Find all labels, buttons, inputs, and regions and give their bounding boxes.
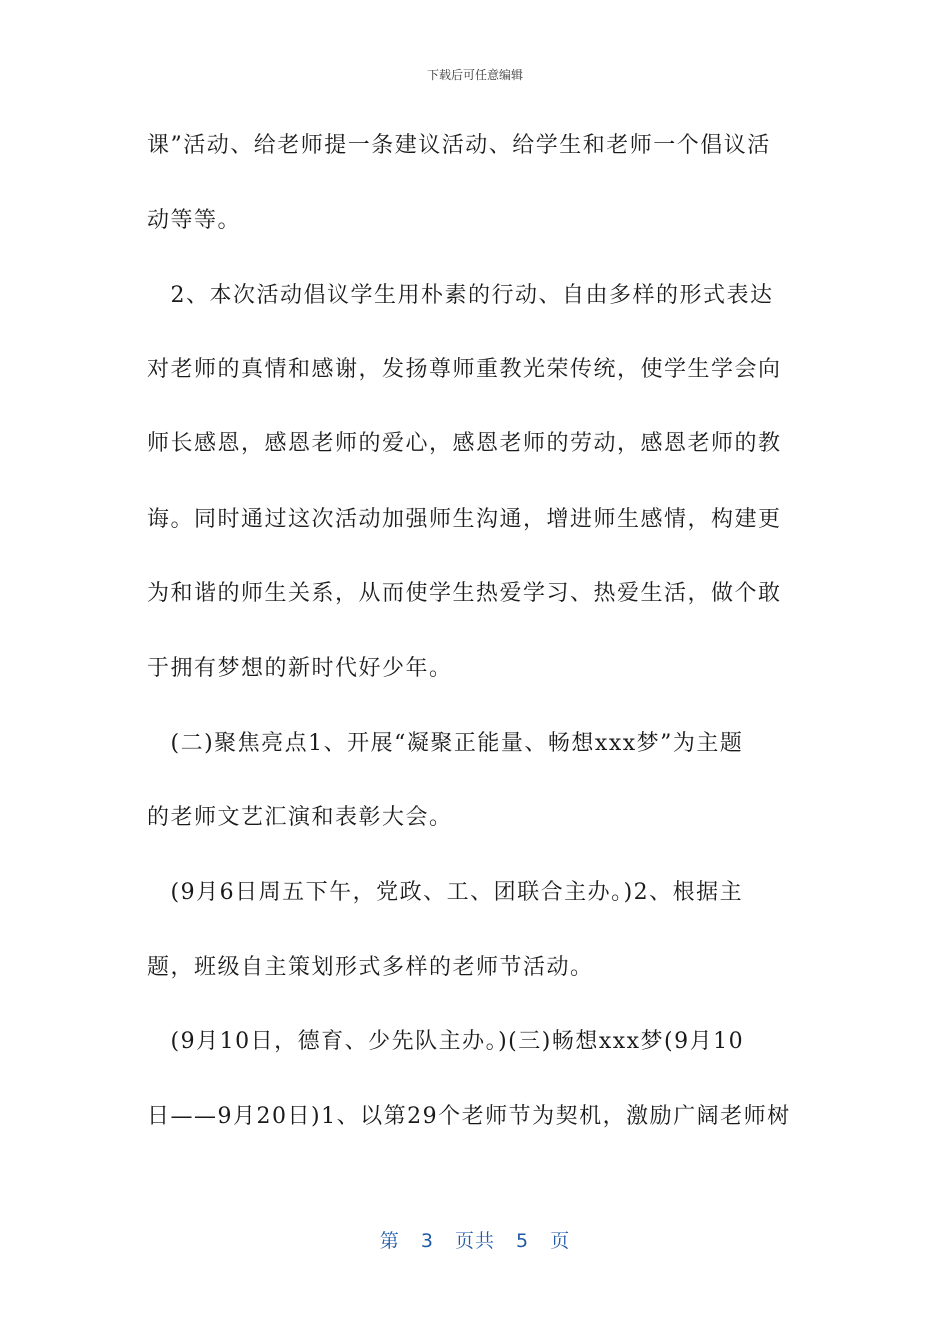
body-text-line: 动等等。	[147, 208, 242, 233]
total-pages: 5	[516, 1230, 530, 1252]
body-text-line: 课”活动、给老师提一条建议活动、给学生和老师一个倡议活	[147, 133, 771, 158]
page-number: 3	[420, 1230, 434, 1252]
body-text-line: 诲。同时通过这次活动加强师生沟通，增进师生感情，构建更	[147, 507, 782, 532]
body-text-line: (二)聚焦亮点1、开展“凝聚正能量、畅想xxx梦”为主题	[147, 731, 744, 756]
body-text-line: 师长感恩，感恩老师的爱心，感恩老师的劳动，感恩老师的教	[147, 431, 782, 456]
page-header: 下载后可任意编辑	[426, 68, 523, 82]
body-text-line: (9月10日，德育、少先队主办。)(三)畅想xxx梦(9月10	[147, 1029, 745, 1054]
body-text-line: 日——9月20日)1、以第29个老师节为契机，激励广阔老师树	[147, 1104, 791, 1129]
body-text-line: (9月6日周五下午，党政、工、团联合主办。)2、根据主	[147, 880, 744, 905]
body-text-line: 的老师文艺汇演和表彰大会。	[147, 805, 453, 830]
footer-middle: 页共	[454, 1230, 495, 1252]
footer-prefix: 第	[379, 1230, 400, 1252]
body-text-line: 为和谐的师生关系，从而使学生热爱学习、热爱生活，做个敢	[147, 581, 782, 606]
body-text-line: 题，班级自主策划形式多样的老师节活动。	[147, 955, 594, 980]
body-text-line: 对老师的真情和感谢，发扬尊师重教光荣传统，使学生学会向	[147, 357, 782, 382]
body-text-line: 于拥有梦想的新时代好少年。	[147, 656, 453, 681]
body-text-line: 2、本次活动倡议学生用朴素的行动、自由多样的形式表达	[147, 283, 774, 308]
page-footer	[0, 1226, 950, 1253]
footer-suffix: 页	[550, 1230, 571, 1252]
